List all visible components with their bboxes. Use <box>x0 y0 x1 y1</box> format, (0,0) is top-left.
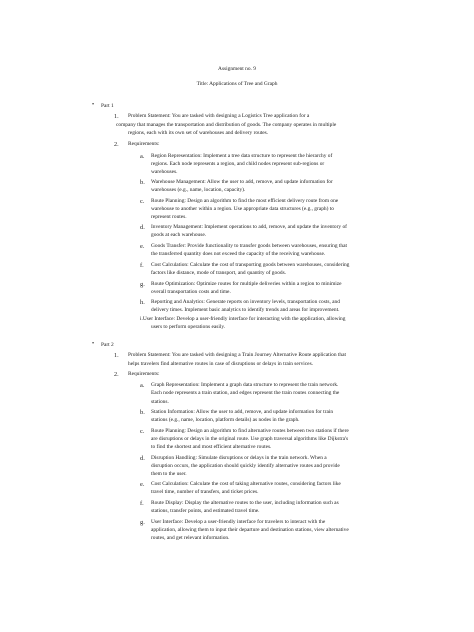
requirement-line: Route Planning: Design an algorithm to find alternative routes between two stations if there <box>151 428 349 434</box>
problem-number: 1. <box>114 112 119 120</box>
requirement-letter: b. <box>140 408 145 416</box>
requirement-line: Route Display: Display the alternative routes to the user, including information such as <box>151 500 339 506</box>
problem-statement-line: Problem Statement: You are tasked with designing a Train Journey Alternative Route application that <box>128 352 346 358</box>
part-label: Part 1 <box>101 103 114 109</box>
requirement-line: stations (e.g., name, location, platform details) as nodes in the graph. <box>151 417 300 423</box>
requirement-line: Graph Representation: Implement a graph data structure to represent the train network. <box>151 382 339 388</box>
requirement-line: delivery times. Implement basic analytics to identify trends and areas for improvement. <box>151 307 340 313</box>
requirements-heading: Requirements: <box>128 371 160 377</box>
requirement-line: Cost Calculation: Calculate the cost of taking alternative routes, considering factors like <box>151 481 341 487</box>
requirement-line: Disruption Handling: Simulate disruptions or delays in the train network. When a <box>151 455 327 461</box>
problem-statement-line: regions, each with its own set of warehouses and delivery routes. <box>128 130 269 136</box>
requirement-line: application, allowing them to input their departure and destination stations, view alternative <box>151 527 349 533</box>
requirement-line: Route Planning: Design an algorithm to find the most efficient delivery route from one <box>151 198 339 204</box>
requirement-line: factors like distance, mode of transport, and quantity of goods. <box>151 270 287 276</box>
requirement-letter: e. <box>140 242 145 250</box>
requirement-letter: d. <box>140 454 145 462</box>
requirement-line: Cost Calculation: Calculate the cost of transporting goods between warehouses, considering <box>151 262 350 268</box>
requirement-line: the transferred quantity does not exceed the capacity of the receiving warehouse. <box>151 251 326 257</box>
requirement-line: warehouses (e.g., name, location, capacity). <box>151 187 246 193</box>
requirement-letter: a. <box>140 152 145 160</box>
requirement-letter: b. <box>140 178 145 186</box>
requirements-number: 2. <box>114 140 119 148</box>
requirement-line: disruption occurs, the application should quickly identify alternative routes and provide <box>151 463 340 469</box>
requirements-heading: Requirements: <box>128 141 160 147</box>
requirement-line: Warehouse Management: Allow the user to add, remove, and update information for <box>151 179 333 185</box>
requirement-line: User Interface: Develop a user-friendly interface for travelers to interact with the <box>151 519 326 525</box>
document-title: Title: Applications of Tree and Graph <box>196 81 278 87</box>
requirement-line: i.User Interface: Develop a user-friendly interface for interacting with the application, allowing <box>140 316 346 322</box>
requirement-letter: h. <box>140 298 145 306</box>
requirement-line: Route Optimization: Optimize routes for multiple deliveries within a region to minimize <box>151 281 342 287</box>
requirement-letter: g. <box>140 518 145 526</box>
problem-statement-line: Problem Statement: You are tasked with designing a Logistics Tree application for a <box>128 113 310 119</box>
requirement-letter: c. <box>140 427 145 435</box>
bullet-icon: • <box>92 341 95 347</box>
requirement-line: goods at each warehouse. <box>151 232 207 238</box>
requirement-line: stations. <box>151 399 169 405</box>
problem-statement-line: helps travelers find alternative routes in case of disruptions or delays in train services. <box>128 361 314 367</box>
requirement-line: them to the user. <box>151 471 187 477</box>
requirement-letter: c. <box>140 197 145 205</box>
requirements-number: 2. <box>114 370 119 378</box>
requirement-line: represent routes. <box>151 214 187 220</box>
requirement-line: Inventory Management: Implement operations to add, remove, and update the inventory of <box>151 224 347 230</box>
requirement-line: warehouse to another within a region. Use appropriate data structures (e.g., graph) to <box>151 206 334 212</box>
requirement-line: Reporting and Analytics: Generate reports on inventory levels, transportation costs, and <box>151 299 340 305</box>
requirement-line: Station Information: Allow the user to add, remove, and update information for train <box>151 409 334 415</box>
requirement-letter: f. <box>140 499 144 507</box>
requirement-line: users to perform operations easily. <box>151 324 226 330</box>
requirement-letter: a. <box>140 381 145 389</box>
requirement-line: regions. Each node represents a region, and child nodes represent sub-regions or <box>151 161 325 167</box>
assignment-number: Assignment no. 9 <box>218 66 256 72</box>
part-label: Part 2 <box>101 342 114 348</box>
problem-number: 1. <box>114 351 119 359</box>
requirement-line: Each node represents a train station, and edges represent the train routes connecting the <box>151 390 340 396</box>
requirement-line: routes, and get relevant information. <box>151 535 230 541</box>
requirement-line: Goods Transfer: Provide functionality to transfer goods between warehouses, ensuring that <box>151 243 347 249</box>
requirement-line: to find the shortest and most efficient alternative routes. <box>151 444 272 450</box>
requirement-line: overall transportation costs and time. <box>151 289 231 295</box>
bullet-icon: • <box>92 102 95 108</box>
requirement-line: are disruptions or delays in the original route. Use graph traversal algorithms like Dijkstra's <box>151 436 349 442</box>
problem-statement-line: company that manages the transportation and distribution of goods. The company operates in multiple <box>116 122 337 128</box>
requirement-letter: g. <box>140 280 145 288</box>
requirement-letter: e. <box>140 480 145 488</box>
requirement-line: warehouses. <box>151 169 178 175</box>
requirement-line: Region Representation: Implement a tree data structure to represent the hierarchy of <box>151 153 333 159</box>
requirement-line: travel time, number of transfers, and ticket prices. <box>151 489 259 495</box>
requirement-letter: f. <box>140 261 144 269</box>
requirement-line: stations, transfer points, and estimated travel time. <box>151 508 260 514</box>
requirement-letter: d. <box>140 223 145 231</box>
